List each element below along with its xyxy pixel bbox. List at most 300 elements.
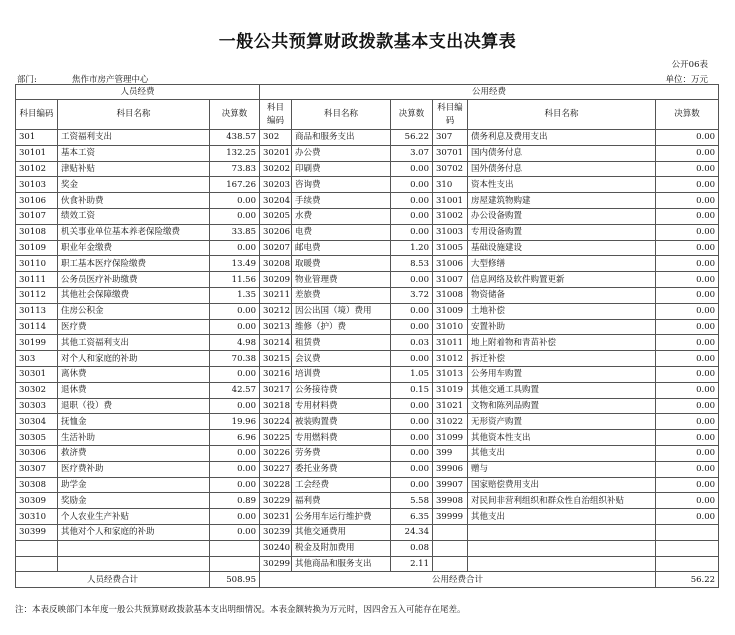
code-cell: 30308 bbox=[16, 477, 58, 493]
name-cell: 商品和服务支出 bbox=[292, 130, 391, 146]
name-cell: 离休费 bbox=[58, 366, 210, 382]
personnel-total-amount: 508.95 bbox=[210, 572, 260, 588]
amount-cell: 0.00 bbox=[656, 414, 719, 430]
table-row bbox=[16, 493, 719, 509]
amount-cell: 0.00 bbox=[656, 430, 719, 446]
amount-cell: 0.00 bbox=[391, 303, 433, 319]
code-cell: 30301 bbox=[16, 366, 58, 382]
code-cell: 302 bbox=[260, 130, 292, 146]
name-cell: 个人农业生产补贴 bbox=[58, 509, 210, 525]
table-row bbox=[16, 287, 719, 303]
table-row bbox=[16, 366, 719, 382]
name-cell: 医疗费 bbox=[58, 319, 210, 335]
name-cell: 物业管理费 bbox=[292, 272, 391, 288]
amount-cell: 0.00 bbox=[656, 319, 719, 335]
table-row bbox=[16, 382, 719, 398]
code-cell: 399 bbox=[433, 445, 468, 461]
amount-cell: 0.00 bbox=[210, 509, 260, 525]
col-header-amount: 决算数 bbox=[391, 100, 433, 130]
name-cell: 被装购置费 bbox=[292, 414, 391, 430]
name-cell: 取暖费 bbox=[292, 256, 391, 272]
amount-cell: 1.20 bbox=[391, 240, 433, 256]
table-row bbox=[16, 477, 719, 493]
code-cell: 30307 bbox=[16, 461, 58, 477]
code-cell: 30110 bbox=[16, 256, 58, 272]
table-row bbox=[16, 524, 719, 540]
name-cell: 抚恤金 bbox=[58, 414, 210, 430]
name-cell: 对民间非营利组织和群众性自治组织补贴 bbox=[468, 493, 656, 509]
amount-cell: 0.00 bbox=[391, 351, 433, 367]
amount-cell: 167.26 bbox=[210, 177, 260, 193]
table-row bbox=[16, 319, 719, 335]
code-cell: 30701 bbox=[433, 145, 468, 161]
public-total-label: 公用经费合计 bbox=[260, 572, 656, 588]
code-cell bbox=[433, 540, 468, 556]
name-cell: 专用燃料费 bbox=[292, 430, 391, 446]
name-cell: 公务员医疗补助缴费 bbox=[58, 272, 210, 288]
code-cell: 30228 bbox=[260, 477, 292, 493]
amount-cell: 0.00 bbox=[656, 335, 719, 351]
name-cell: 国家赔偿费用支出 bbox=[468, 477, 656, 493]
code-cell: 303 bbox=[16, 351, 58, 367]
code-cell: 31021 bbox=[433, 398, 468, 414]
amount-cell: 3.07 bbox=[391, 145, 433, 161]
amount-cell: 0.00 bbox=[656, 351, 719, 367]
amount-cell: 8.53 bbox=[391, 256, 433, 272]
code-cell: 30213 bbox=[260, 319, 292, 335]
code-cell: 31001 bbox=[433, 193, 468, 209]
table-row bbox=[16, 430, 719, 446]
name-cell: 信息网络及软件购置更新 bbox=[468, 272, 656, 288]
code-cell: 30203 bbox=[260, 177, 292, 193]
name-cell: 退职（役）费 bbox=[58, 398, 210, 414]
amount-cell bbox=[210, 540, 260, 556]
amount-cell: 0.00 bbox=[391, 414, 433, 430]
name-cell: 专用设备购置 bbox=[468, 224, 656, 240]
code-cell: 30209 bbox=[260, 272, 292, 288]
amount-cell: 11.56 bbox=[210, 272, 260, 288]
code-cell: 30240 bbox=[260, 540, 292, 556]
code-cell: 301 bbox=[16, 130, 58, 146]
public-total-amount: 56.22 bbox=[656, 572, 719, 588]
code-cell: 39906 bbox=[433, 461, 468, 477]
amount-cell: 0.00 bbox=[210, 461, 260, 477]
code-cell: 31012 bbox=[433, 351, 468, 367]
name-cell: 委托业务费 bbox=[292, 461, 391, 477]
code-cell: 30229 bbox=[260, 493, 292, 509]
code-cell: 30114 bbox=[16, 319, 58, 335]
amount-cell: 0.00 bbox=[391, 477, 433, 493]
name-cell bbox=[468, 524, 656, 540]
name-cell: 手续费 bbox=[292, 193, 391, 209]
name-cell: 劳务费 bbox=[292, 445, 391, 461]
code-cell: 30107 bbox=[16, 208, 58, 224]
code-cell: 30702 bbox=[433, 161, 468, 177]
table-row bbox=[16, 240, 719, 256]
code-cell: 31006 bbox=[433, 256, 468, 272]
code-cell: 307 bbox=[433, 130, 468, 146]
code-cell: 30108 bbox=[16, 224, 58, 240]
table-row bbox=[16, 351, 719, 367]
code-cell: 30310 bbox=[16, 509, 58, 525]
page-title: 一般公共预算财政拨款基本支出决算表 bbox=[218, 32, 517, 52]
name-cell: 住房公积金 bbox=[58, 303, 210, 319]
footnote: 注：本表反映部门本年度一般公共预算财政拨款基本支出明细情况。本表金额转换为万元时，因四舍五入可能存在尾差。 bbox=[15, 605, 466, 615]
name-cell: 其他对个人和家庭的补助 bbox=[58, 524, 210, 540]
code-cell: 30303 bbox=[16, 398, 58, 414]
amount-cell: 56.22 bbox=[391, 130, 433, 146]
name-cell: 医疗费补助 bbox=[58, 461, 210, 477]
name-cell: 机关事业单位基本养老保险缴费 bbox=[58, 224, 210, 240]
table-row bbox=[16, 145, 719, 161]
table-row bbox=[16, 540, 719, 556]
amount-cell: 0.00 bbox=[391, 161, 433, 177]
name-cell: 福利费 bbox=[292, 493, 391, 509]
amount-cell bbox=[210, 556, 260, 572]
code-cell: 30208 bbox=[260, 256, 292, 272]
amount-cell: 0.00 bbox=[391, 445, 433, 461]
amount-cell: 70.38 bbox=[210, 351, 260, 367]
name-cell bbox=[58, 540, 210, 556]
amount-cell: 4.98 bbox=[210, 335, 260, 351]
amount-cell bbox=[656, 540, 719, 556]
name-cell: 其他资本性支出 bbox=[468, 430, 656, 446]
unit-label: 单位：万元 bbox=[665, 75, 708, 85]
name-cell: 其他商品和服务支出 bbox=[292, 556, 391, 572]
amount-cell: 6.35 bbox=[391, 509, 433, 525]
code-cell: 31019 bbox=[433, 382, 468, 398]
name-cell: 电费 bbox=[292, 224, 391, 240]
amount-cell: 0.00 bbox=[656, 477, 719, 493]
amount-cell: 0.00 bbox=[656, 272, 719, 288]
code-cell: 31099 bbox=[433, 430, 468, 446]
amount-cell: 0.00 bbox=[391, 272, 433, 288]
amount-cell: 24.34 bbox=[391, 524, 433, 540]
amount-cell: 0.00 bbox=[210, 319, 260, 335]
name-cell: 奖励金 bbox=[58, 493, 210, 509]
name-cell bbox=[468, 556, 656, 572]
name-cell: 差旅费 bbox=[292, 287, 391, 303]
amount-cell: 0.00 bbox=[210, 366, 260, 382]
name-cell: 咨询费 bbox=[292, 177, 391, 193]
name-cell: 助学金 bbox=[58, 477, 210, 493]
code-cell bbox=[433, 556, 468, 572]
code-cell: 31003 bbox=[433, 224, 468, 240]
amount-cell: 132.25 bbox=[210, 145, 260, 161]
name-cell: 会议费 bbox=[292, 351, 391, 367]
table-row bbox=[16, 256, 719, 272]
name-cell: 专用材料费 bbox=[292, 398, 391, 414]
code-cell: 30201 bbox=[260, 145, 292, 161]
table-row bbox=[16, 556, 719, 572]
code-cell: 30306 bbox=[16, 445, 58, 461]
amount-cell: 0.03 bbox=[391, 335, 433, 351]
name-cell: 津贴补贴 bbox=[58, 161, 210, 177]
code-cell: 31013 bbox=[433, 366, 468, 382]
amount-cell: 0.00 bbox=[656, 287, 719, 303]
name-cell: 债务利息及费用支出 bbox=[468, 130, 656, 146]
name-cell: 伙食补助费 bbox=[58, 193, 210, 209]
table-number: 公开06表 bbox=[671, 60, 708, 70]
table-row bbox=[16, 272, 719, 288]
code-cell: 30212 bbox=[260, 303, 292, 319]
name-cell: 文物和陈列品购置 bbox=[468, 398, 656, 414]
name-cell: 公务接待费 bbox=[292, 382, 391, 398]
amount-cell: 19.96 bbox=[210, 414, 260, 430]
name-cell: 对个人和家庭的补助 bbox=[58, 351, 210, 367]
code-cell: 30231 bbox=[260, 509, 292, 525]
name-cell: 物资储备 bbox=[468, 287, 656, 303]
name-cell: 因公出国（境）费用 bbox=[292, 303, 391, 319]
amount-cell: 0.00 bbox=[656, 382, 719, 398]
col-header-name: 科目名称 bbox=[58, 100, 210, 130]
code-cell: 30225 bbox=[260, 430, 292, 446]
name-cell: 国外债务付息 bbox=[468, 161, 656, 177]
name-cell: 其他支出 bbox=[468, 509, 656, 525]
amount-cell: 0.00 bbox=[656, 130, 719, 146]
amount-cell: 3.72 bbox=[391, 287, 433, 303]
code-cell bbox=[16, 540, 58, 556]
table-row bbox=[16, 398, 719, 414]
col-header-name: 科目名称 bbox=[292, 100, 391, 130]
code-cell: 30299 bbox=[260, 556, 292, 572]
table-row bbox=[16, 177, 719, 193]
amount-cell: 0.00 bbox=[391, 461, 433, 477]
code-cell: 30112 bbox=[16, 287, 58, 303]
code-cell: 30218 bbox=[260, 398, 292, 414]
amount-cell: 0.00 bbox=[656, 193, 719, 209]
col-header-code: 科目编码 bbox=[16, 100, 58, 130]
amount-cell: 0.00 bbox=[391, 224, 433, 240]
code-cell: 30304 bbox=[16, 414, 58, 430]
code-cell: 30215 bbox=[260, 351, 292, 367]
code-cell: 39907 bbox=[433, 477, 468, 493]
amount-cell: 0.00 bbox=[656, 177, 719, 193]
code-cell: 30302 bbox=[16, 382, 58, 398]
name-cell: 大型修缮 bbox=[468, 256, 656, 272]
code-cell: 30113 bbox=[16, 303, 58, 319]
amount-cell: 0.00 bbox=[391, 193, 433, 209]
code-cell: 30399 bbox=[16, 524, 58, 540]
amount-cell: 1.35 bbox=[210, 287, 260, 303]
code-cell: 30103 bbox=[16, 177, 58, 193]
name-cell: 绩效工资 bbox=[58, 208, 210, 224]
code-cell: 30206 bbox=[260, 224, 292, 240]
amount-cell: 2.11 bbox=[391, 556, 433, 572]
amount-cell: 0.00 bbox=[391, 319, 433, 335]
amount-cell: 0.00 bbox=[391, 398, 433, 414]
name-cell: 邮电费 bbox=[292, 240, 391, 256]
table-row bbox=[16, 414, 719, 430]
department-name: 焦作市房产管理中心 bbox=[72, 75, 149, 85]
name-cell: 资本性支出 bbox=[468, 177, 656, 193]
amount-cell: 0.00 bbox=[656, 161, 719, 177]
code-cell: 30217 bbox=[260, 382, 292, 398]
code-cell: 30207 bbox=[260, 240, 292, 256]
name-cell: 其他工资福利支出 bbox=[58, 335, 210, 351]
col-header-amount: 决算数 bbox=[210, 100, 260, 130]
name-cell: 税金及附加费用 bbox=[292, 540, 391, 556]
column-header-row bbox=[16, 100, 719, 130]
table-row bbox=[16, 461, 719, 477]
code-cell: 30106 bbox=[16, 193, 58, 209]
code-cell: 30109 bbox=[16, 240, 58, 256]
amount-cell: 0.00 bbox=[210, 445, 260, 461]
name-cell: 安置补助 bbox=[468, 319, 656, 335]
name-cell bbox=[58, 556, 210, 572]
amount-cell: 438.57 bbox=[210, 130, 260, 146]
amount-cell: 1.05 bbox=[391, 366, 433, 382]
expenditure-table bbox=[15, 84, 719, 588]
col-header-code: 科目编码 bbox=[260, 100, 292, 130]
amount-cell bbox=[656, 556, 719, 572]
code-cell: 39999 bbox=[433, 509, 468, 525]
code-cell: 30101 bbox=[16, 145, 58, 161]
table-row bbox=[16, 193, 719, 209]
name-cell: 地上附着物和青苗补偿 bbox=[468, 335, 656, 351]
amount-cell: 0.00 bbox=[391, 208, 433, 224]
amount-cell: 0.00 bbox=[210, 208, 260, 224]
amount-cell: 73.83 bbox=[210, 161, 260, 177]
name-cell: 基本工资 bbox=[58, 145, 210, 161]
department-label: 部门: bbox=[17, 75, 37, 85]
name-cell: 其他支出 bbox=[468, 445, 656, 461]
code-cell bbox=[16, 556, 58, 572]
table-row bbox=[16, 303, 719, 319]
name-cell: 职工基本医疗保险缴费 bbox=[58, 256, 210, 272]
group-header-row bbox=[16, 85, 719, 100]
name-cell: 工资福利支出 bbox=[58, 130, 210, 146]
table-row bbox=[16, 130, 719, 146]
name-cell: 房屋建筑物购建 bbox=[468, 193, 656, 209]
code-cell: 31011 bbox=[433, 335, 468, 351]
name-cell: 国内债务付息 bbox=[468, 145, 656, 161]
code-cell: 31009 bbox=[433, 303, 468, 319]
amount-cell: 0.15 bbox=[391, 382, 433, 398]
amount-cell: 0.00 bbox=[656, 240, 719, 256]
name-cell: 土地补偿 bbox=[468, 303, 656, 319]
amount-cell: 0.00 bbox=[656, 398, 719, 414]
amount-cell: 6.96 bbox=[210, 430, 260, 446]
table-row bbox=[16, 509, 719, 525]
col-header-amount: 决算数 bbox=[656, 100, 719, 130]
personnel-total-label: 人员经费合计 bbox=[16, 572, 210, 588]
table-row bbox=[16, 161, 719, 177]
code-cell: 30239 bbox=[260, 524, 292, 540]
name-cell: 维修（护）费 bbox=[292, 319, 391, 335]
amount-cell: 0.08 bbox=[391, 540, 433, 556]
amount-cell: 0.00 bbox=[210, 398, 260, 414]
amount-cell: 0.00 bbox=[391, 177, 433, 193]
amount-cell: 0.00 bbox=[210, 240, 260, 256]
code-cell: 30205 bbox=[260, 208, 292, 224]
amount-cell: 0.00 bbox=[656, 303, 719, 319]
code-cell: 30202 bbox=[260, 161, 292, 177]
code-cell: 31007 bbox=[433, 272, 468, 288]
code-cell: 30111 bbox=[16, 272, 58, 288]
table-row bbox=[16, 224, 719, 240]
name-cell bbox=[468, 540, 656, 556]
table-row bbox=[16, 335, 719, 351]
amount-cell: 0.00 bbox=[656, 224, 719, 240]
amount-cell: 0.00 bbox=[656, 366, 719, 382]
amount-cell: 0.00 bbox=[210, 477, 260, 493]
amount-cell: 0.00 bbox=[656, 256, 719, 272]
name-cell: 拆迁补偿 bbox=[468, 351, 656, 367]
name-cell: 赠与 bbox=[468, 461, 656, 477]
name-cell: 退休费 bbox=[58, 382, 210, 398]
amount-cell: 0.00 bbox=[656, 461, 719, 477]
amount-cell: 0.00 bbox=[656, 208, 719, 224]
name-cell: 其他交通费用 bbox=[292, 524, 391, 540]
amount-cell: 0.00 bbox=[656, 445, 719, 461]
code-cell: 31010 bbox=[433, 319, 468, 335]
code-cell: 30226 bbox=[260, 445, 292, 461]
personnel-group-header: 人员经费 bbox=[16, 85, 260, 100]
amount-cell: 0.00 bbox=[391, 430, 433, 446]
name-cell: 奖金 bbox=[58, 177, 210, 193]
name-cell: 救济费 bbox=[58, 445, 210, 461]
code-cell: 30227 bbox=[260, 461, 292, 477]
name-cell: 水费 bbox=[292, 208, 391, 224]
amount-cell: 0.00 bbox=[210, 193, 260, 209]
code-cell: 31022 bbox=[433, 414, 468, 430]
col-header-code: 科目编码 bbox=[433, 100, 468, 130]
name-cell: 培训费 bbox=[292, 366, 391, 382]
amount-cell: 5.58 bbox=[391, 493, 433, 509]
amount-cell: 0.00 bbox=[656, 493, 719, 509]
amount-cell: 0.00 bbox=[210, 524, 260, 540]
code-cell: 30102 bbox=[16, 161, 58, 177]
amount-cell: 0.00 bbox=[656, 145, 719, 161]
code-cell: 31002 bbox=[433, 208, 468, 224]
amount-cell bbox=[656, 524, 719, 540]
amount-cell: 33.85 bbox=[210, 224, 260, 240]
code-cell: 30211 bbox=[260, 287, 292, 303]
amount-cell: 0.89 bbox=[210, 493, 260, 509]
name-cell: 工会经费 bbox=[292, 477, 391, 493]
code-cell: 30204 bbox=[260, 193, 292, 209]
amount-cell: 0.00 bbox=[210, 303, 260, 319]
name-cell: 基础设施建设 bbox=[468, 240, 656, 256]
amount-cell: 42.57 bbox=[210, 382, 260, 398]
name-cell: 其他社会保障缴费 bbox=[58, 287, 210, 303]
code-cell: 30214 bbox=[260, 335, 292, 351]
totals-row bbox=[16, 572, 719, 588]
amount-cell: 13.49 bbox=[210, 256, 260, 272]
code-cell: 31008 bbox=[433, 287, 468, 303]
code-cell: 30305 bbox=[16, 430, 58, 446]
name-cell: 印刷费 bbox=[292, 161, 391, 177]
col-header-name: 科目名称 bbox=[468, 100, 656, 130]
table-row bbox=[16, 445, 719, 461]
name-cell: 办公设备购置 bbox=[468, 208, 656, 224]
name-cell: 租赁费 bbox=[292, 335, 391, 351]
name-cell: 公务用车购置 bbox=[468, 366, 656, 382]
name-cell: 办公费 bbox=[292, 145, 391, 161]
name-cell: 生活补助 bbox=[58, 430, 210, 446]
code-cell: 30199 bbox=[16, 335, 58, 351]
table-row bbox=[16, 208, 719, 224]
name-cell: 职业年金缴费 bbox=[58, 240, 210, 256]
name-cell: 公务用车运行维护费 bbox=[292, 509, 391, 525]
name-cell: 其他交通工具购置 bbox=[468, 382, 656, 398]
public-group-header: 公用经费 bbox=[260, 85, 719, 100]
code-cell: 30216 bbox=[260, 366, 292, 382]
code-cell: 31005 bbox=[433, 240, 468, 256]
code-cell bbox=[433, 524, 468, 540]
amount-cell: 0.00 bbox=[656, 509, 719, 525]
